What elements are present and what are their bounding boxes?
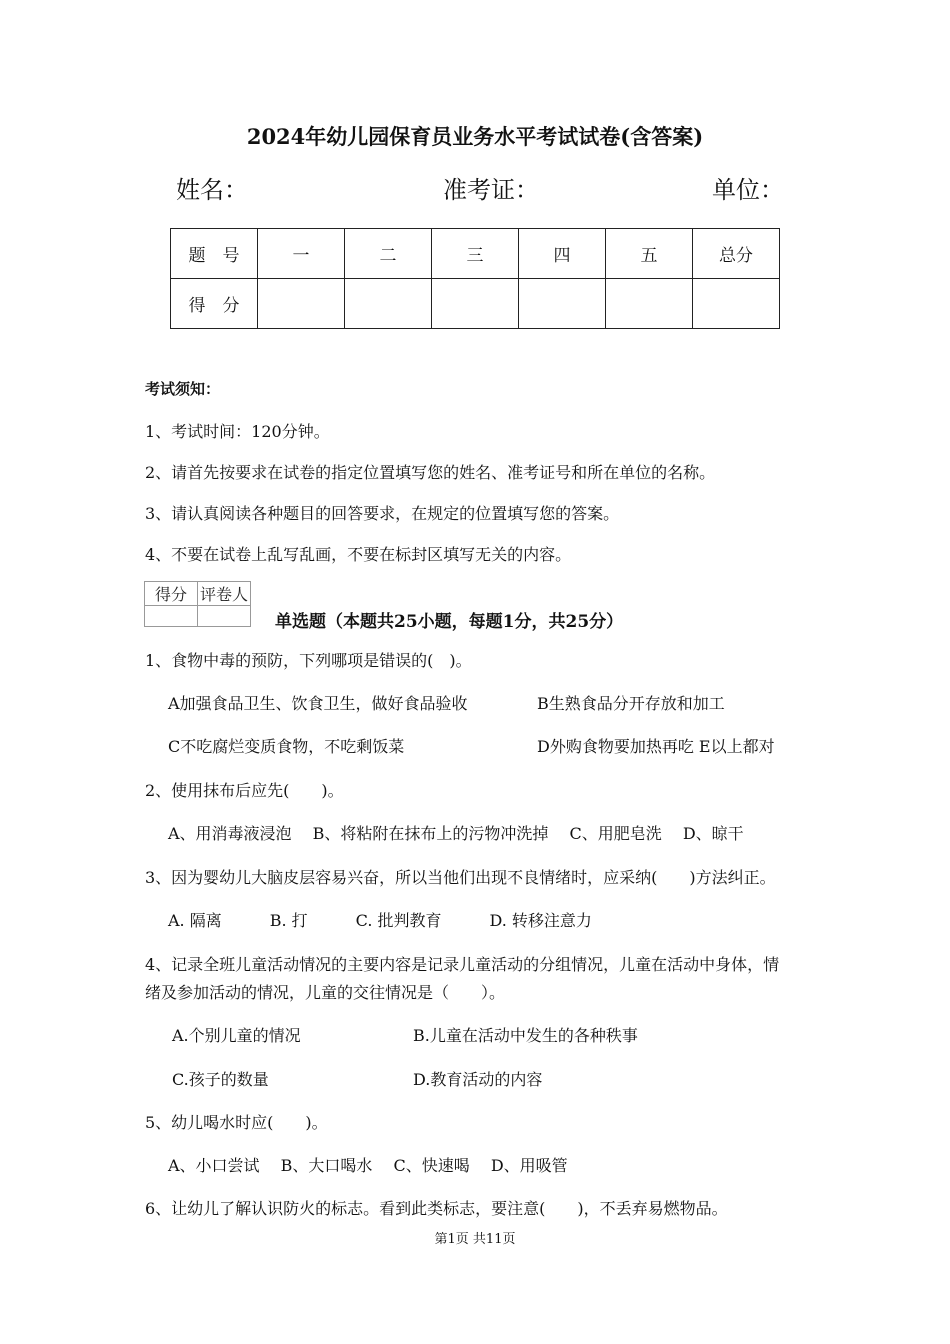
notice-heading: 考试须知： (145, 380, 221, 398)
score-table-header-row (171, 229, 780, 279)
page-footer: 第1页 共11页 (434, 1232, 516, 1247)
question-stem: 5、幼儿喝水时应( )。 (145, 1113, 328, 1132)
question-options: A. 隔离 B. 打 C. 批判教育 D. 转移注意力 (168, 911, 592, 930)
name-label: 姓名： (176, 176, 248, 204)
question-stem: 4、记录全班儿童活动情况的主要内容是记录儿童活动的分组情况，儿童在活动中身体，情 (145, 955, 780, 974)
notice-item: 1、考试时间：120分钟。 (145, 422, 330, 441)
score-table-cell: 四 (519, 229, 606, 279)
question-option: D外购食物要加热再吃 E以上都对 (537, 737, 775, 756)
question-stem: 绪及参加活动的情况，儿童的交往情况是（ ）。 (145, 983, 506, 1002)
question-stem: 1、食物中毒的预防，下列哪项是错误的( )。 (145, 651, 472, 670)
score-input-cell[interactable] (258, 279, 345, 329)
notice-item: 3、请认真阅读各种题目的回答要求，在规定的位置填写您的答案。 (145, 504, 620, 523)
page-title: 2024年幼儿园保育员业务水平考试试卷(含答案) (246, 124, 704, 149)
question-option: B.儿童在活动中发生的各种秩事 (413, 1026, 638, 1045)
notice-item: 4、不要在试卷上乱写乱画，不要在标封区填写无关的内容。 (145, 545, 572, 564)
question-option: A加强食品卫生、饮食卫生，做好食品验收 (168, 694, 468, 713)
question-option: C不吃腐烂变质食物，不吃剩饭菜 (168, 737, 405, 756)
score-input-cell[interactable] (432, 279, 519, 329)
score-table-score-row (171, 279, 780, 329)
grader-score-cell[interactable] (145, 606, 198, 627)
score-table-cell: 三 (432, 229, 519, 279)
score-table-cell: 五 (606, 229, 693, 279)
section-title: 单选题（本题共25小题，每题1分，共25分） (275, 612, 624, 632)
question-option: B生熟食品分开存放和加工 (537, 694, 725, 713)
score-table-cell: 总分 (693, 229, 780, 279)
exam-id-label: 准考证： (443, 176, 539, 204)
score-input-cell[interactable] (693, 279, 780, 329)
score-table-cell: 一 (258, 229, 345, 279)
question-stem: 3、因为婴幼儿大脑皮层容易兴奋，所以当他们出现不良情绪时，应采纳( )方法纠正。 (145, 868, 776, 887)
score-table-cell: 二 (345, 229, 432, 279)
score-input-cell[interactable] (606, 279, 693, 329)
notice-item: 2、请首先按要求在试卷的指定位置填写您的姓名、准考证号和所在单位的名称。 (145, 463, 716, 482)
question-options: A、用消毒液浸泡 B、将粘附在抹布上的污物冲洗掉 C、用肥皂洗 D、晾干 (168, 824, 744, 843)
grader-box (144, 581, 251, 627)
question-option: A.个别儿童的情况 (172, 1026, 301, 1045)
score-table-cell: 得 分 (171, 279, 258, 329)
question-stem: 2、使用抹布后应先( )。 (145, 781, 344, 800)
grader-name-cell[interactable] (198, 606, 251, 627)
score-table-cell: 题 号 (171, 229, 258, 279)
question-stem: 6、让幼儿了解认识防火的标志。看到此类标志，要注意( )，不丢弃易燃物品。 (145, 1199, 728, 1218)
question-options: A、小口尝试 B、大口喝水 C、快速喝 D、用吸管 (168, 1156, 568, 1175)
question-option: D.教育活动的内容 (413, 1070, 543, 1089)
unit-label: 单位： (712, 176, 784, 204)
grader-name-label: 评卷人 (198, 582, 251, 606)
score-input-cell[interactable] (345, 279, 432, 329)
score-input-cell[interactable] (519, 279, 606, 329)
question-option: C.孩子的数量 (172, 1070, 269, 1089)
score-table (170, 228, 780, 329)
grader-score-label: 得分 (145, 582, 198, 606)
